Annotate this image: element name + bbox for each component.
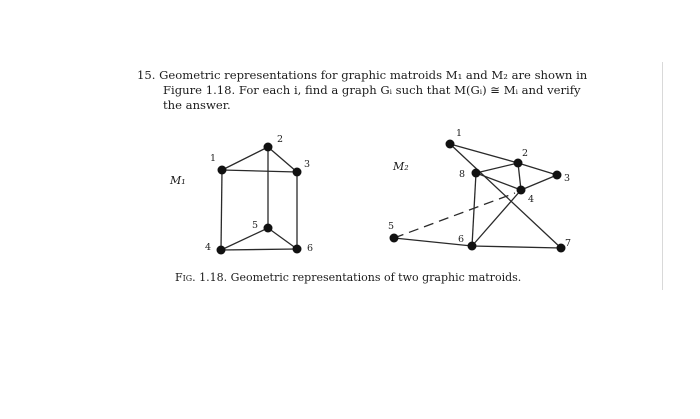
m2-point-8 [472, 169, 481, 178]
m2-label: M₂ [393, 160, 409, 173]
problem-line-2: Figure 1.18. For each i, find a graph Gᵢ such that M(Gᵢ) ≅ Mᵢ and verify [163, 83, 581, 97]
m1-edge-1-2 [222, 147, 268, 170]
m2-line-5-4-hidden [394, 193, 515, 238]
m2-line-8-6 [472, 173, 476, 246]
m2-line-2-3 [518, 163, 557, 175]
m2-line-4-3 [521, 175, 557, 190]
m2-point-1 [446, 140, 455, 149]
m1-edge-1-3 [222, 170, 297, 172]
m2-line-4-6 [472, 190, 521, 246]
caption-text: Geometric representations of two graphic matroids. [230, 271, 522, 284]
m1-label-4: 4 [205, 242, 212, 253]
m1-diagram [221, 147, 297, 250]
m1-label-2: 2 [277, 134, 284, 145]
m2-label-4: 4 [528, 194, 535, 205]
m2-point-4 [517, 186, 526, 195]
m1-point-5 [264, 224, 273, 233]
m1-edge-1-4 [221, 170, 222, 250]
m1-edge-4-5 [221, 228, 268, 250]
m2-label-6: 6 [458, 234, 465, 245]
m1-label-6: 6 [307, 243, 314, 254]
m1-label-1: 1 [210, 153, 217, 164]
m1-point-3 [293, 168, 302, 177]
m2-label-2: 2 [522, 148, 529, 159]
m1-label-5: 5 [252, 220, 259, 231]
m2-points [390, 140, 566, 253]
m2-line-8-2 [476, 163, 518, 173]
m2-point-3 [553, 171, 562, 180]
m2-label-7: 7 [565, 238, 572, 249]
m1-point-2 [264, 143, 273, 152]
m2-diagram [394, 144, 561, 248]
m2-label-5: 5 [388, 221, 395, 232]
problem-number: 15. [137, 68, 156, 82]
m1-label: M₁ [170, 174, 186, 187]
m2-point-2 [514, 159, 523, 168]
m1-edge-2-3 [268, 147, 297, 172]
m1-edge-4-6 [221, 249, 297, 250]
m2-label-8: 8 [459, 169, 466, 180]
m1-point-6 [293, 245, 302, 254]
m2-point-5 [390, 234, 399, 243]
m2-line-8-4 [476, 173, 521, 190]
m2-point-6 [468, 242, 477, 251]
m1-edge-5-6 [268, 228, 297, 249]
m1-point-4 [217, 246, 226, 255]
problem-line-3: the answer. [163, 98, 231, 112]
m2-line-6-7 [472, 246, 561, 248]
m1-label-3: 3 [304, 159, 311, 170]
m1-point-1 [218, 166, 227, 175]
m1-points [217, 143, 302, 255]
m2-label-3: 3 [564, 173, 571, 184]
figure-caption [175, 271, 521, 284]
caption-label: Fig. 1.18. [175, 271, 228, 284]
problem-line-1: 15. Geometric representations for graphic matroids M₁ and M₂ are shown in [137, 68, 588, 82]
m2-label-1: 1 [456, 128, 463, 139]
